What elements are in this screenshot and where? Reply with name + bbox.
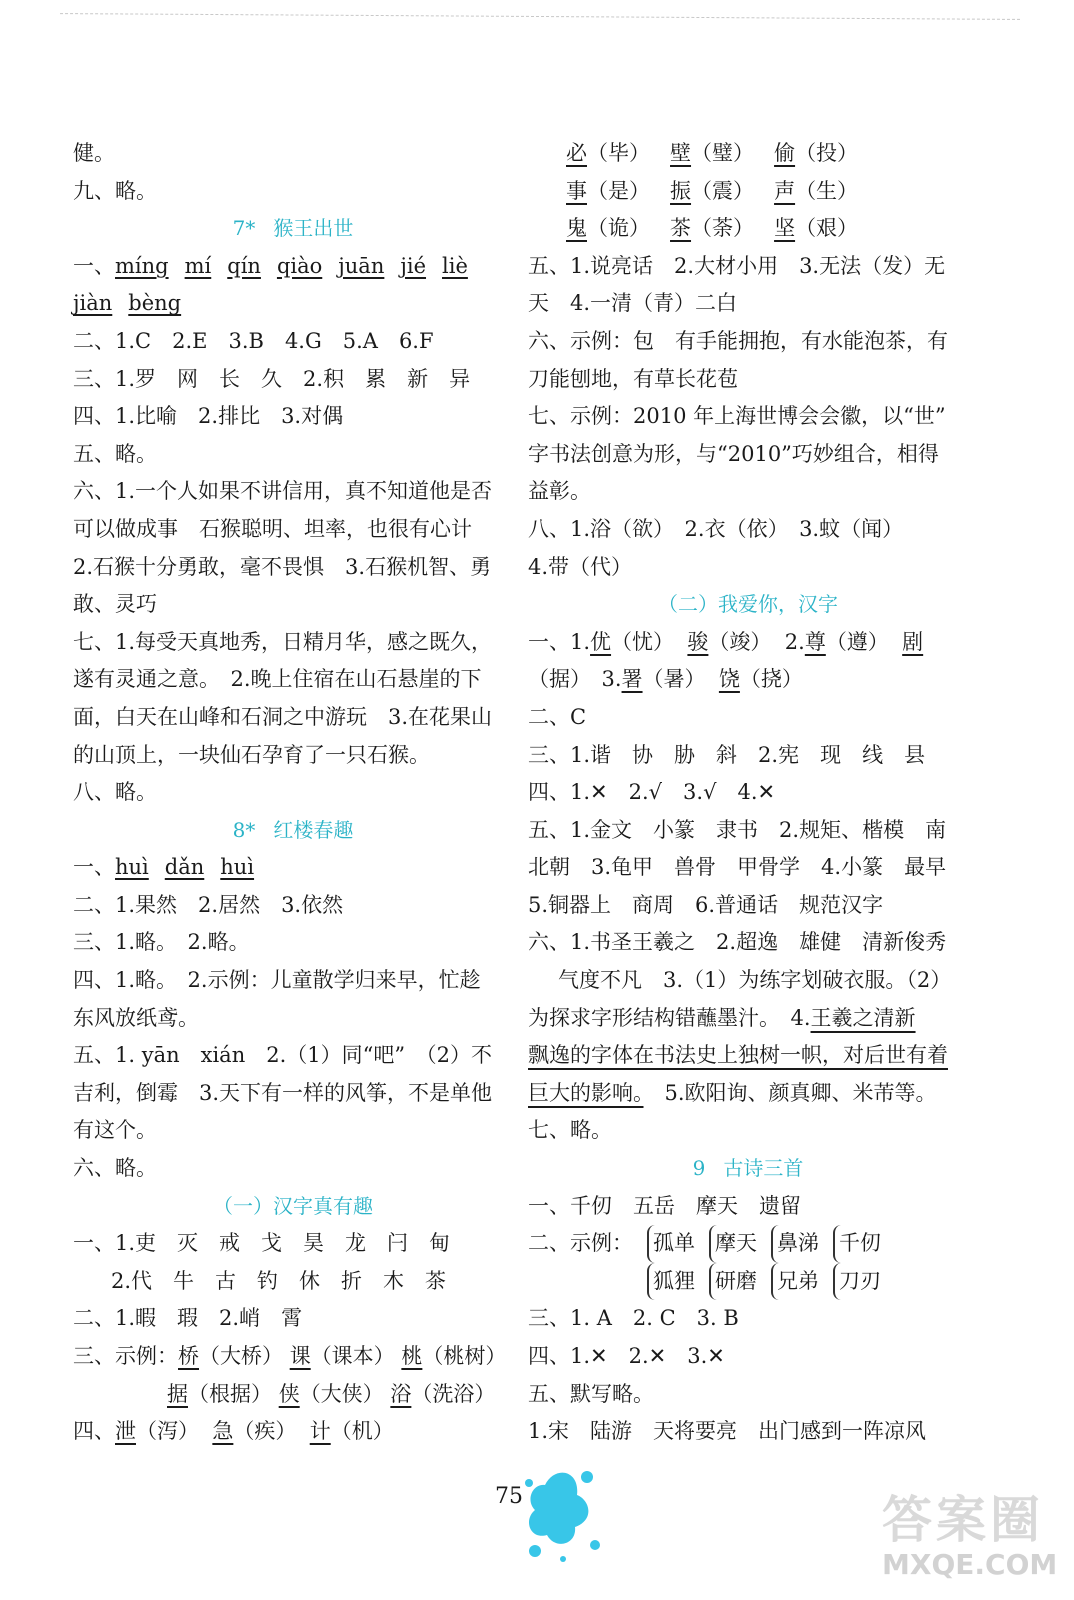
answer-pairs-line: 必（毕） 壁（璧） 偷（投） bbox=[566, 141, 859, 165]
text-line: 飘逸的字体在书法史上独树一帜，对后世有着 bbox=[528, 1043, 948, 1068]
answer-pairs-line: 四、泄（泻） 急（疾） 计（机） bbox=[73, 1419, 394, 1444]
text-line: 北朝 3.龟甲 兽骨 甲骨学 4.小篆 最早 bbox=[528, 855, 947, 880]
text-line: 三、1.罗 网 长 久 2.积 累 新 异 bbox=[73, 366, 471, 391]
splash-decoration-icon bbox=[515, 1455, 605, 1565]
left-column bbox=[73, 135, 513, 1451]
text-line: 三、1.略。 2.略。 bbox=[73, 930, 250, 955]
text-line: 2.石猴十分勇敢，毫不畏惧 3.石猴机智、勇 bbox=[73, 554, 492, 579]
text-line: 四、1.略。 2.示例：儿童散学归来早，忙趁 bbox=[73, 968, 481, 993]
text-line: 有这个。 bbox=[73, 1118, 157, 1143]
text-line: 敢、灵巧 bbox=[73, 592, 157, 617]
text-line: 4.带（代） bbox=[528, 554, 633, 579]
text-line: 的山顶上，一块仙石孕育了一只石猴。 bbox=[73, 742, 430, 767]
word-pair: 摩天 研磨 bbox=[709, 1225, 757, 1300]
section-heading-9: 9 古诗三首 bbox=[692, 1156, 804, 1181]
text-line: 六、1.书圣王羲之 2.超逸 雄健 清新俊秀 bbox=[528, 930, 947, 955]
text-line: 1.宋 陆游 天将要亮 出门感到一阵凉风 bbox=[528, 1419, 927, 1444]
text-line: 八、1.浴（欲） 2.衣（依） 3.蚊（闻） bbox=[528, 516, 904, 541]
page-number: 75 bbox=[495, 1484, 523, 1509]
top-dashed-line bbox=[60, 13, 1020, 28]
pinyin-line: 一、míng mí qín qiào juān jié liè bbox=[73, 253, 468, 278]
answer-pairs-line: 据（根据） 侠（大侠） 浴（洗浴） bbox=[167, 1381, 496, 1406]
word-pairs-block: 二、示例： 孤单 狐狸 摩天 研磨 鼻涕 兄弟 千仞 刀刃 bbox=[528, 1225, 968, 1300]
text-line: 八、略。 bbox=[73, 780, 157, 805]
text-line: 2.代 牛 古 钓 休 折 木 茶 bbox=[111, 1268, 447, 1293]
text-line: 六、示例：包 有手能拥抱，有水能泡茶，有 bbox=[528, 328, 948, 353]
text-line: 三、1. A 2. C 3. B bbox=[528, 1306, 739, 1331]
right-column bbox=[528, 135, 968, 1451]
text-line: 五、1.说亮话 2.大材小用 3.无法（发）无 bbox=[528, 253, 946, 278]
text-line: 二、1.暇 瑕 2.峭 霄 bbox=[73, 1306, 303, 1331]
text-line: 益彰。 bbox=[528, 479, 591, 504]
text-line: 六、1.一个人如果不讲信用，真不知道他是否 bbox=[73, 479, 493, 504]
text-line: 五、略。 bbox=[73, 441, 157, 466]
text-line: 字书法创意为形，与“2010”巧妙组合，相得 bbox=[528, 441, 939, 466]
answer-pairs-line: 事（是） 振（震） 声（生） bbox=[566, 178, 859, 203]
text-line: 气度不凡 3.（1）为练字划破衣服。（2） bbox=[558, 968, 952, 993]
word-pair: 千仞 刀刃 bbox=[833, 1225, 881, 1300]
text-line: 二、1.果然 2.居然 3.依然 bbox=[73, 892, 344, 917]
text-line: 四、1.比喻 2.排比 3.对偶 bbox=[73, 404, 344, 429]
text-line: 七、1.每受天真地秀，日精月华，感之既久， bbox=[73, 629, 493, 654]
text-line: 七、示例：2010 年上海世博会会徽，以“世” bbox=[528, 404, 946, 429]
answer-pairs-line: 一、1.优（忧） 骏（竣） 2.尊（遵） 剧 bbox=[528, 629, 924, 654]
section-heading-8: 8* 红楼春趣 bbox=[232, 817, 354, 842]
watermark-url: MXQE.COM bbox=[882, 1548, 1058, 1581]
text-line: 可以做成事 石猴聪明、坦率，也很有心计 bbox=[73, 516, 472, 541]
text-line: 吉利，倒霉 3.天下有一样的风筝，不是单他 bbox=[73, 1080, 493, 1105]
pinyin-line: jiàn bèng bbox=[73, 291, 182, 316]
text-line: 健。 bbox=[73, 141, 115, 165]
text-line: 六、略。 bbox=[73, 1156, 157, 1181]
text-line: 为探求字形结构错蘸墨汁。 4.王羲之清新 bbox=[528, 1005, 916, 1030]
answer-pairs-line: 三、示例：桥（大桥） 课（课本） 桃（桃树） bbox=[73, 1344, 507, 1368]
word-pair: 孤单 狐狸 bbox=[647, 1225, 695, 1300]
text-line: 五、1.金文 小篆 隶书 2.规矩、楷模 南 bbox=[528, 817, 947, 842]
pinyin-line: 一、huì dǎn huì bbox=[73, 855, 255, 880]
section-heading-b: （二）我爱你，汉字 bbox=[658, 592, 838, 617]
text-line: 巨大的影响。 5.欧阳询、颜真卿、米芾等。 bbox=[528, 1080, 937, 1105]
section-heading-7: 7* 猴王出世 bbox=[232, 216, 354, 241]
text-line: 五、1. yān xián 2.（1）同“吧” （2）不 bbox=[73, 1043, 492, 1068]
text-line: 刀能刨地，有草长花苞 bbox=[528, 366, 738, 391]
text-line: 天 4.一清（青）二白 bbox=[528, 291, 738, 316]
text-line: 面，白天在山峰和石洞之中游玩 3.在花果山 bbox=[73, 704, 493, 729]
word-pair: 鼻涕 兄弟 bbox=[771, 1225, 819, 1300]
text-line: 五、默写略。 bbox=[528, 1381, 654, 1406]
text-line: 四、1.✕ 2.✕ 3.✕ bbox=[528, 1344, 725, 1368]
watermark-text: 答案圈 bbox=[882, 1490, 1044, 1549]
text-line: 二、1.C 2.E 3.B 4.G 5.A 6.F bbox=[73, 328, 434, 353]
text-line: 七、略。 bbox=[528, 1118, 612, 1143]
text-line: 东风放纸鸢。 bbox=[73, 1005, 199, 1030]
section-heading-a: （一）汉字真有趣 bbox=[213, 1193, 373, 1218]
text-line: 5.铜器上 商周 6.普通话 规范汉字 bbox=[528, 892, 884, 917]
text-line: 二、C bbox=[528, 704, 587, 729]
answer-pairs-line: （据） 3.署（暑） 饶（挠） bbox=[528, 667, 803, 692]
text-line: 九、略。 bbox=[73, 178, 157, 203]
text-line: 三、1.谐 协 胁 斜 2.宪 现 线 县 bbox=[528, 742, 926, 767]
text-line: 四、1.✕ 2.√ 3.√ 4.✕ bbox=[528, 780, 776, 805]
text-line: 一、千仞 五岳 摩天 遗留 bbox=[528, 1193, 801, 1218]
answer-pairs-line: 鬼（诡） 茶（荼） 坚（艰） bbox=[566, 216, 859, 241]
watermark bbox=[882, 1492, 1062, 1592]
text-line: 遂有灵通之意。 2.晚上住宿在山石悬崖的下 bbox=[73, 667, 482, 692]
text-line: 一、1.吏 灭 戒 戈 昊 龙 闩 甸 bbox=[73, 1231, 451, 1256]
